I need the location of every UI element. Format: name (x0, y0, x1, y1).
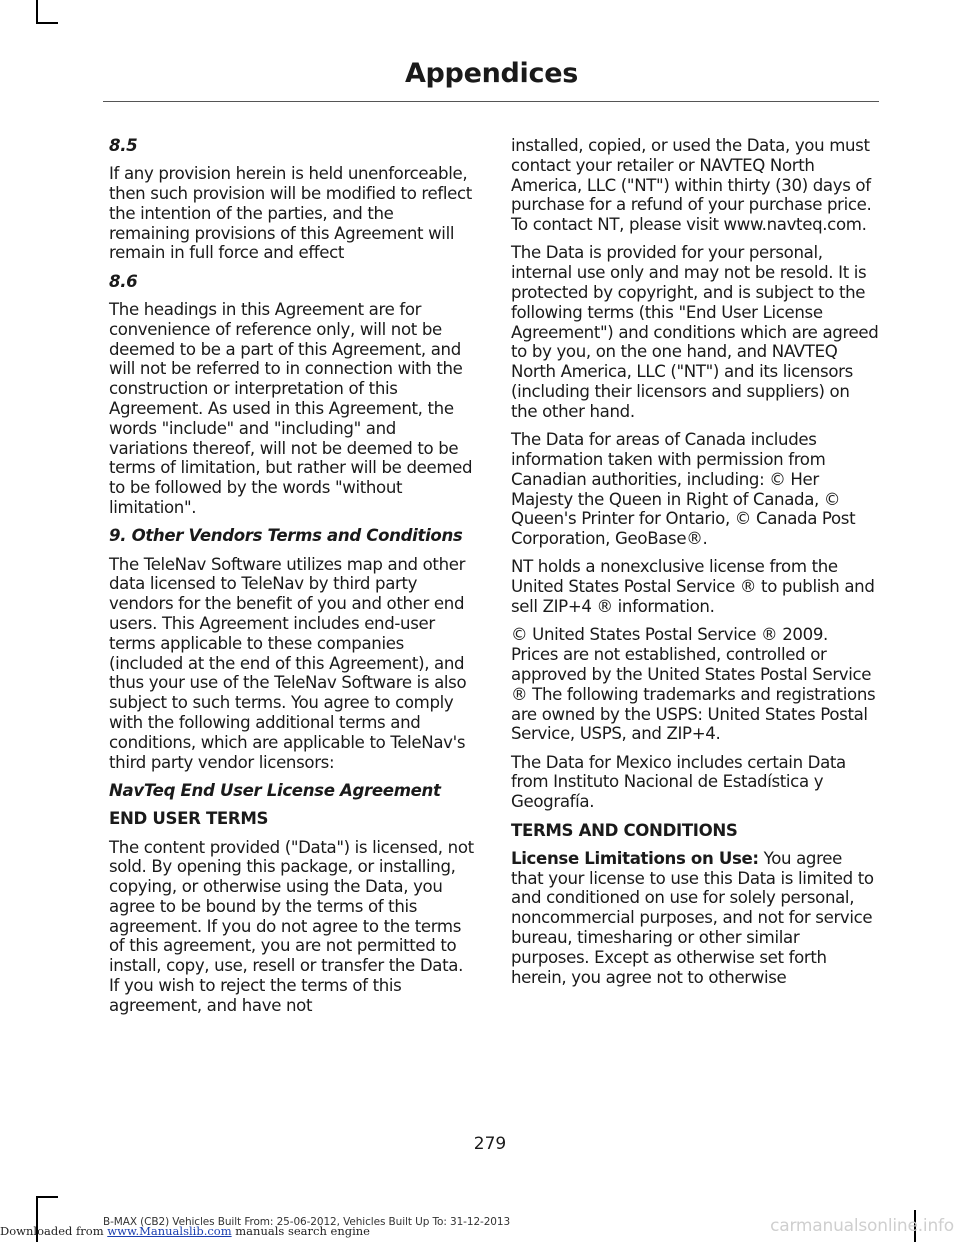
page-title: Appendices (404, 58, 578, 89)
watermark: carmanualsonline.info (770, 1216, 954, 1236)
section-heading: END USER TERMS (109, 809, 269, 829)
section-heading: NavTeq End User License Agreement (109, 780, 441, 800)
page-number: 279 (473, 1134, 507, 1154)
paragraph: The content provided ("Data") is licensed, not sold. By opening this package, or installing, copying, or otherwise using the Data, you agree to be bound by the terms of this agreement. If you do not agree to the terms of this agreement, you are not permitted to install, copy, use, resell or transfer the Data. If you wish to reject the terms of this agreement, and have not (109, 837, 474, 1015)
section-heading: 8.5 (109, 136, 138, 155)
header-divider (103, 101, 879, 102)
footer-vehicle-info: B-MAX (CB2) Vehicles Built From: 25-06-2012, Vehicles Built Up To: 31-12-2013 (103, 1216, 511, 1228)
right-column (511, 136, 879, 996)
download-suffix: manuals search engine (231, 1224, 370, 1238)
download-note (0, 1224, 370, 1238)
paragraph: The TeleNav Software utilizes map and other data licensed to TeleNav by third party vendors for the benefit of you and other end users. This Agreement includes end-user terms applicable to these companies (included at the end of this Agreement), and thus your use of the TeleNav Software is also subject to such terms. You agree to comply with the following additional terms and conditions, which are applicable to TeleNav's third party vendor licensors: (109, 554, 467, 772)
section-heading: 9. Other Vendors Terms and Conditions (109, 526, 463, 546)
crop-mark-top-left-vertical (36, 0, 38, 24)
paragraph-lead: License Limitations on Use: (511, 848, 759, 868)
crop-mark-bottom-left-horizontal (36, 1196, 58, 1198)
paragraph: © United States Postal Service ® 2009. Prices are not established, controlled or approved by the United States Postal Service ® The following trademarks and registrations are owned by the USPS: United States Postal Service, USPS, and ZIP+4. (511, 625, 876, 744)
paragraph: If any provision herein is held unenforceable, then such provision will be modified to reflect the intention of the parties, and the remaining provisions of this Agreement will remain in full force and effect (109, 164, 472, 263)
paragraph: installed, copied, or used the Data, you must contact your retailer or NAVTEQ North America, LLC ("NT") within thirty (30) days of purchase for a refund of your purchase price. To contact NT, please visit www.navteq.com. (511, 136, 872, 235)
paragraph: NT holds a nonexclusive license from the United States Postal Service ® to publish and sell ZIP+4 ® information. (511, 557, 875, 617)
download-prefix: Downloaded from (0, 1224, 108, 1238)
section-heading: TERMS AND CONDITIONS (511, 820, 738, 840)
paragraph: The Data for areas of Canada includes information taken with permission from Canadian authorities, including: © Her Majesty the Queen in Right of Canada, © Queen's Printer for Ontario, © Canada Post Corporation, GeoBase®. (511, 430, 856, 549)
paragraph: The headings in this Agreement are for convenience of reference only, will not be deemed to be a part of this Agreement, and will not be referred to in connection with the construction or interpretation of this Agreement. As used in this Agreement, the words "include" and "including" and variations thereof, will not be deemed to be terms of limitation, but rather will be deemed to be followed by the words "without limitation". (109, 300, 473, 518)
crop-mark-top-left-horizontal (36, 22, 58, 24)
paragraph: The Data for Mexico includes certain Data from Instituto Nacional de Estadística y Geografía. (511, 752, 846, 812)
paragraph-text: You agree that your license to use this Data is limited to and conditioned on use for solely personal, noncommercial purposes, and not for service bureau, timesharing or other similar purposes. Except as otherwise set forth herein, you agree not to otherwise (511, 848, 874, 987)
paragraph (511, 849, 879, 988)
paragraph: The Data is provided for your personal, internal use only and may not be resold. It is protected by copyright, and is subject to the following terms (this "End User License Agreement") and conditions which are agreed to by you, on the one hand, and NAVTEQ North America, LLC ("NT") and its licensors (including their licensors and suppliers) on the other hand. (511, 243, 879, 421)
section-heading: 8.6 (109, 271, 138, 291)
manualslib-link[interactable]: www.Manualslib.com (107, 1224, 232, 1238)
left-column (109, 136, 477, 1024)
